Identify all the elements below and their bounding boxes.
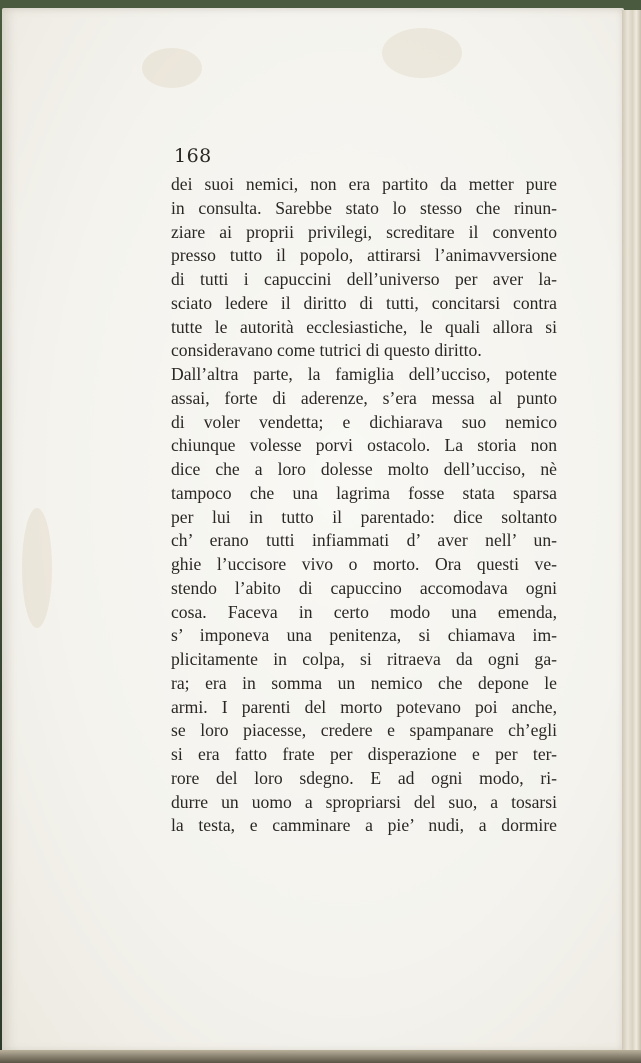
- text-line: chiunque volesse porvi ostacolo. La storia non: [171, 435, 557, 456]
- text-line: in consulta. Sarebbe stato lo stesso che rinun-: [171, 197, 557, 218]
- text-line: rore del loro sdegno. E ad ogni modo, ri-: [171, 767, 557, 788]
- text-line: Dall’altra parte, la famiglia dell’ucciso, potente: [171, 364, 557, 384]
- text-line: di tutti i capuccini dell’universo per aver la-: [171, 269, 557, 289]
- text-line: tutte le autorità ecclesiastiche, le quali allora si: [171, 316, 557, 337]
- page-stack-edge-bottom: [0, 1050, 641, 1063]
- text-line: durre un uomo a spropriarsi del suo, a tosarsi: [171, 791, 557, 812]
- text-line: ra; era in somma un nemico che depone le: [171, 672, 557, 693]
- paper-foxing-spot: [382, 28, 462, 78]
- page-stack-edge-right: [622, 10, 641, 1050]
- text-line: ghie l’uccisore vivo o morto. Ora questi ve-: [171, 554, 557, 574]
- text-line: plicitamente in colpa, si ritraeva da ogni ga-: [171, 649, 557, 669]
- text-line: sciato ledere il diritto di tutti, concitarsi contra: [171, 292, 557, 313]
- page-number: 168: [174, 145, 212, 167]
- text-line: per lui in tutto il parentado: dice soltanto: [171, 506, 557, 527]
- text-line: la testa, e camminare a pie’ nudi, a dormire: [171, 815, 557, 836]
- text-line: s’ imponeva una penitenza, si chiamava im-: [171, 625, 557, 646]
- text-line: armi. I parenti del morto potevano poi anche,: [171, 696, 557, 717]
- text-line: si era fatto frate per disperazione e per ter-: [171, 744, 557, 764]
- paper-foxing-spot: [22, 508, 52, 628]
- text-line: stendo l’abito di capuccino accomodava ogni: [171, 577, 557, 598]
- text-line: presso tutto il popolo, attirarsi l’animavversione: [171, 245, 557, 266]
- text-line: dei suoi nemici, non era partito da metter pure: [171, 174, 557, 194]
- text-line: dice che a loro dolesse molto dell’ucciso, nè: [171, 459, 557, 479]
- text-line: di voler vendetta; e dichiarava suo nemico: [171, 411, 557, 432]
- body-text: [171, 173, 557, 838]
- paper-foxing-spot: [142, 48, 202, 88]
- text-line: se loro piacesse, credere e spampanare ch’egli: [171, 720, 557, 741]
- text-line: ziare ai proprii privilegi, screditare il convento: [171, 221, 557, 242]
- text-line: consideravano come tutrici di questo diritto.: [171, 340, 482, 361]
- text-line: cosa. Faceva in certo modo una emenda,: [171, 601, 557, 622]
- text-line: ch’ erano tutti infiammati d’ aver nell’ un-: [171, 530, 557, 551]
- text-line: tampoco che una lagrima fosse stata sparsa: [171, 482, 557, 503]
- text-line: assai, forte di aderenze, s’era messa al punto: [171, 387, 557, 408]
